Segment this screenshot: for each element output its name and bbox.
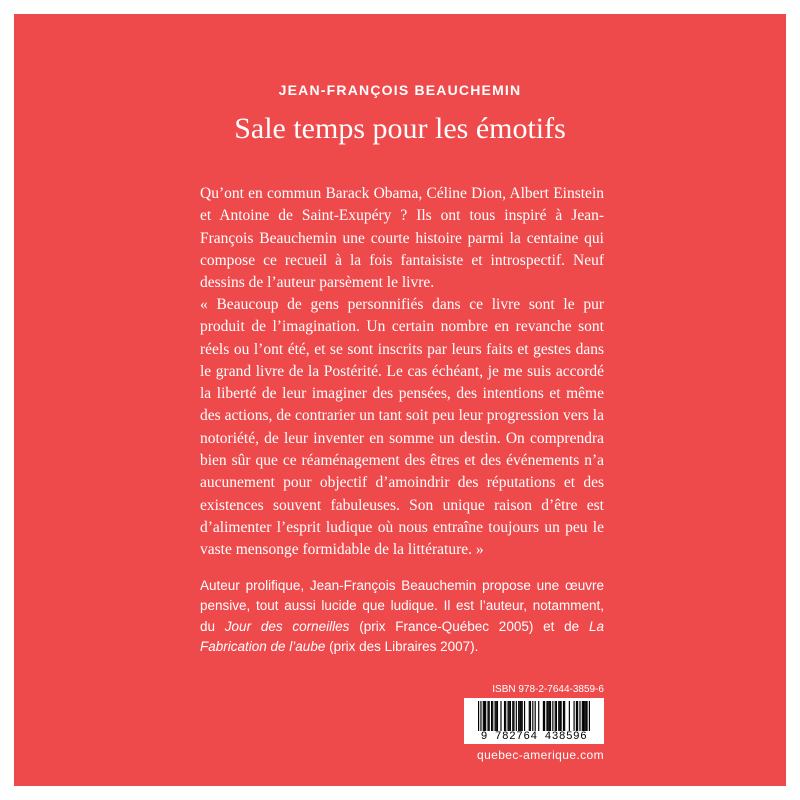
barcode-bar bbox=[584, 701, 585, 735]
blurb-paragraph: Qu’ont en commun Barack Obama, Céline Dion, Albert Einstein et Antoine de Saint-Exupéry ? Ils ont tous inspiré à Jean-François Beauchemin une courte histoire parmi la centaine qui compose ce recueil à la fois fantaisiste et introspectif. Neuf dessins de l’auteur parsèment le livre. bbox=[200, 185, 604, 292]
barcode-bar bbox=[563, 701, 564, 735]
book-back-cover bbox=[14, 14, 786, 786]
barcode-bar bbox=[509, 701, 510, 735]
barcode-bar bbox=[484, 701, 485, 735]
bio-text: Auteur prolifique, Jean-François Beauchemin propose une œuvre pensive, tout aussi lucide que ludique. Il est l’auteur, notamment, du bbox=[200, 578, 604, 634]
barcode-bar bbox=[532, 701, 533, 735]
barcode-bar bbox=[478, 701, 479, 735]
bio-text: (prix France-Québec 2005) et de bbox=[349, 618, 589, 634]
book-title-fabrication-de-laube: La Fabrication de l’aube bbox=[200, 618, 604, 654]
barcode-bar bbox=[491, 701, 492, 735]
barcode-bar bbox=[500, 701, 501, 735]
author-name: JEAN-FRANÇOIS BEAUCHEMIN bbox=[278, 82, 522, 98]
barcode-bar bbox=[520, 701, 521, 735]
barcode-bar bbox=[586, 701, 587, 735]
barcode-bar bbox=[495, 701, 496, 735]
barcode-bar bbox=[513, 701, 514, 735]
barcode-bar bbox=[489, 701, 490, 735]
barcode-bar bbox=[552, 701, 553, 735]
barcode-bar bbox=[485, 701, 486, 735]
barcode-bar bbox=[524, 701, 525, 735]
barcode-bar bbox=[483, 701, 484, 735]
barcode-bar bbox=[544, 701, 545, 735]
barcode-bar bbox=[543, 701, 544, 735]
barcode-bar bbox=[492, 701, 493, 735]
barcode-bar bbox=[559, 701, 560, 735]
barcode-bar bbox=[507, 701, 508, 735]
publisher-website: quebec-amerique.com bbox=[477, 748, 604, 762]
barcode-bar bbox=[569, 701, 570, 735]
barcode-bar bbox=[589, 701, 590, 735]
barcode-bar bbox=[585, 701, 586, 735]
barcode-bar bbox=[538, 701, 539, 735]
barcode-bar bbox=[496, 701, 497, 735]
barcode-bar bbox=[480, 701, 481, 735]
barcode-bar bbox=[555, 701, 556, 735]
barcode-bar bbox=[535, 701, 536, 735]
book-title-jour-des-corneilles: Jour des corneilles bbox=[224, 618, 350, 634]
barcode-bar bbox=[519, 701, 520, 735]
barcode-bar bbox=[516, 701, 517, 735]
barcode-digits: 9 782764 438596 bbox=[464, 731, 604, 743]
barcode-bar bbox=[573, 701, 574, 735]
barcode-bar bbox=[510, 701, 511, 735]
barcode-bar bbox=[504, 701, 505, 735]
barcode-bar bbox=[558, 701, 559, 735]
isbn-label: ISBN 978-2-7644-3859-6 bbox=[492, 684, 604, 695]
barcode-bar bbox=[576, 701, 577, 735]
bio-text: (prix des Libraires 2007). bbox=[325, 638, 479, 654]
barcode-bar bbox=[548, 701, 549, 735]
barcode-bar bbox=[583, 701, 584, 735]
barcode-bar bbox=[512, 701, 513, 735]
barcode-bar bbox=[579, 701, 580, 735]
barcode-bar bbox=[549, 701, 550, 735]
barcode bbox=[464, 698, 604, 744]
book-title: Sale temps pour les émotifs bbox=[234, 112, 566, 145]
barcode-bars bbox=[464, 701, 604, 735]
barcode-bar bbox=[582, 701, 583, 735]
barcode-bar bbox=[505, 701, 506, 735]
barcode-bar bbox=[577, 701, 578, 735]
author-bio bbox=[200, 576, 604, 657]
barcode-bar bbox=[546, 701, 547, 735]
author-quote-paragraph: « Beaucoup de gens personnifiés dans ce livre sont le pur produit de l’imagination. Un certain nombre en revanche sont réels ou l’ont été, et se sont inscrits par leurs faits et gestes dans le grand livre de la Postérité. Le cas échéant, je me suis accordé la liberté de leur imaginer des pensées, des intentions et même des actions, de contrarier un tant soit peu leur progression vers la notoriété, de leur inventer en somme un destin. On comprendra bien sûr que ce réaménagement des êtres et des événements n’a aucunement pour objectif d’amoindrir des réputations et des existences souvent fabuleuses. Son unique raison d’être est d’alimenter l’esprit ludique où nous entraîne toujours un peu le vaste mensonge formidable de la littérature. » bbox=[200, 296, 604, 559]
barcode-bar bbox=[522, 701, 523, 735]
barcode-bar bbox=[497, 701, 498, 735]
barcode-bar bbox=[487, 701, 488, 735]
barcode-bar bbox=[550, 701, 551, 735]
barcode-bar bbox=[529, 701, 530, 735]
barcode-bar bbox=[556, 701, 557, 735]
barcode-bar bbox=[561, 701, 562, 735]
barcode-bar bbox=[518, 701, 519, 735]
barcode-bar bbox=[564, 701, 565, 735]
barcode-bar bbox=[530, 701, 531, 735]
